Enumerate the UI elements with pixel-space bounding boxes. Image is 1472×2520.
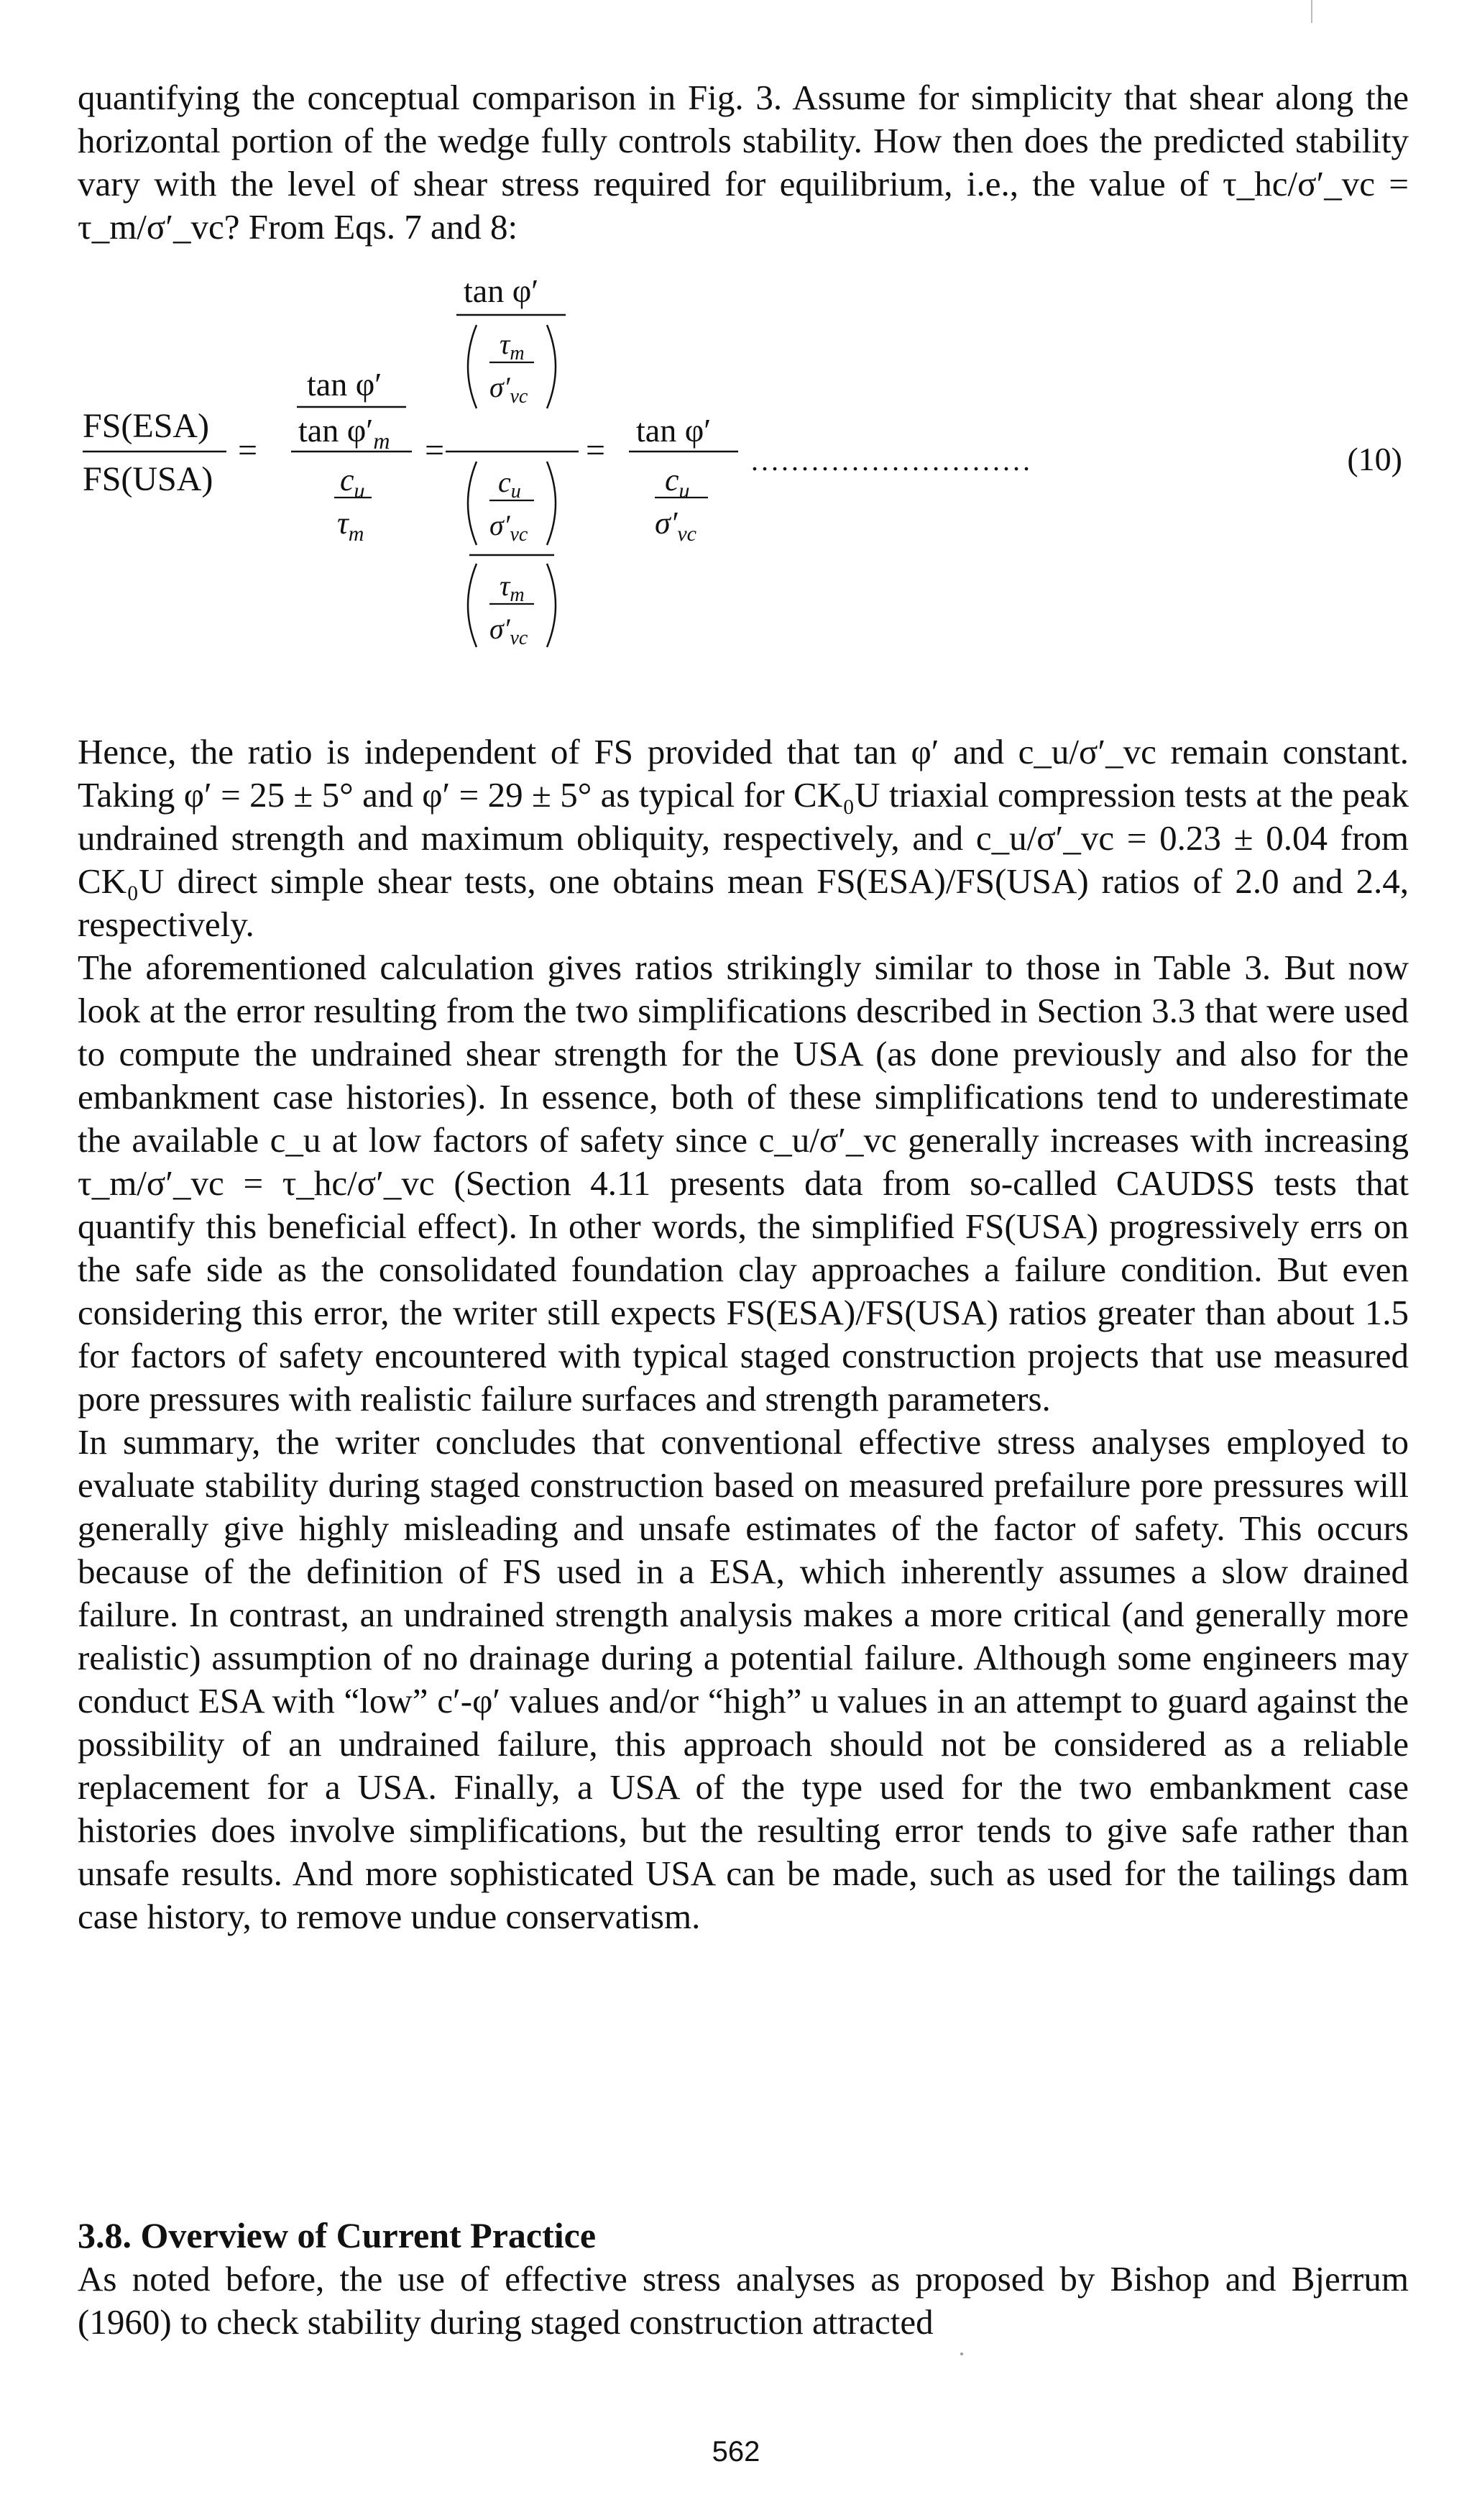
- scan-dot: [960, 2352, 963, 2355]
- eq-fraction-2: [446, 272, 579, 649]
- equation-10: [83, 266, 1405, 697]
- paragraph-1: quantifying the conceptual comparison in Fig. 3. Assume for simplicity that shear along the horizontal portion of the wedge fully controls stability. How then does the predicted stability vary with the level of shear stress required for equilibrium, i.e., the value of τ_hc/σ′_vc = τ_m/σ′_vc? From Eqs. 7 and 8:: [78, 78, 1409, 247]
- eq-leader-dots: ............................: [751, 444, 1033, 477]
- paragraph-4: In summary, the writer concludes that conventional effective stress analyses employed to evaluate stability during staged construction based on measured prefailure pore pressures will generally give highly misleading and unsafe estimates of the factor of safety. This occurs because of the definition of FS used in a ESA, which inherently assumes a slow drained failure. In contrast, an undrained strength analysis makes a more critical (and generally more realistic) assumption of no drainage during a potential failure. Although some engineers may conduct ESA with “low” c′-φ′ values and/or “high” u values in an attempt to guard against the possibility of an undrained failure, this approach should not be considered as a reliable replacement for a USA. Finally, a USA of the type used for the two embankment case histories does involve simplifications, but the resulting error tends to give safe rather than unsafe results. And more sophisticated USA can be made, such as used for the tailings dam case history, to remove undue conservatism.: [78, 1422, 1409, 1936]
- eq-tan-phi: tan φ′: [307, 366, 382, 403]
- eq-fraction-3: [629, 412, 738, 546]
- eq-fraction-1: [291, 366, 412, 546]
- svg-text:=: =: [586, 431, 606, 469]
- paragraph-3: The aforementioned calculation gives ratios strikingly similar to those in Table 3. But now look at the error resulting from the two simplifications described in Section 3.3 that were used to compute the undrained shear strength for the USA (as done previously and also for the embankment case histories). In essence, both of these simplifications tend to underestimate the available c_u at low factors of safety since c_u/σ′_vc generally increases with increasing τ_m/σ′_vc = τ_hc/σ′_vc (Section 4.11 presents data from so-called CAUDSS tests that quantify this beneficial effect). In other words, the simplified FS(USA) progressively errs on the safe side as the consolidated foundation clay approaches a failure condition. But even considering this error, the writer still expects FS(ESA)/FS(USA) ratios greater than about 1.5 for factors of safety encountered with typical staged construction projects that use measured pore pressures with realistic failure surfaces and strength parameters.: [78, 948, 1409, 1419]
- eq-tau-m: $\tau_m$: [337, 505, 364, 546]
- svg-text:tan φ′: tan φ′: [636, 412, 712, 449]
- svg-text:=: =: [238, 431, 258, 469]
- paragraph-2: Hence, the ratio is independent of FS provided that tan φ′ and c_u/σ′_vc remain constant. Taking φ′ = 25 ± 5° and φ′ = 29 ± 5° as typical for CK₀U triaxial compression tests at the peak undrained strength and maximum obliquity, respectively, and c_u/σ′_vc = 0.23 ± 0.04 from CK₀U direct simple shear tests, one obtains mean FS(ESA)/FS(USA) ratios of 2.0 and 2.4, respectively.: [78, 732, 1409, 944]
- eq-lhs-numerator: FS(ESA): [83, 407, 210, 445]
- body-text: [78, 730, 1409, 1938]
- scan-mark: [1311, 0, 1312, 23]
- svg-text:σ′vc: $\sigma'_{vc}$: [655, 505, 696, 546]
- section-heading: 3.8. Overview of Current Practice: [78, 2215, 597, 2255]
- eq-tan-phi-m: $\tan \varphi'_m$: [298, 412, 390, 454]
- eq-lhs-denominator: FS(USA): [83, 460, 213, 498]
- eq-lhs: [83, 407, 226, 498]
- svg-text:σ′vc: $\sigma'_{vc}$: [489, 509, 528, 546]
- svg-text:=: =: [425, 431, 445, 469]
- svg-text:cu: $c_u$: [498, 466, 521, 503]
- svg-text:σ′vc: $\sigma'_{vc}$: [489, 613, 528, 649]
- eq-cu: $c_u$: [340, 462, 365, 503]
- svg-text:σ′vc: $\sigma'_{vc}$: [489, 371, 528, 408]
- svg-text:τm: $\tau_m$: [500, 569, 525, 606]
- paragraph-5: As noted before, the use of effective stress analyses as proposed by Bishop and Bjerrum (1960) to check stability during staged construction attracted: [78, 2259, 1409, 2342]
- svg-text:tan φ′: tan φ′: [464, 272, 539, 309]
- svg-text:τm: $\tau_m$: [500, 328, 525, 365]
- eq-number: (10): [1347, 441, 1402, 477]
- svg-text:cu: $c_u$: [665, 462, 690, 503]
- page-number: 562: [712, 2436, 760, 2468]
- paragraph-5-block: [78, 2258, 1409, 2344]
